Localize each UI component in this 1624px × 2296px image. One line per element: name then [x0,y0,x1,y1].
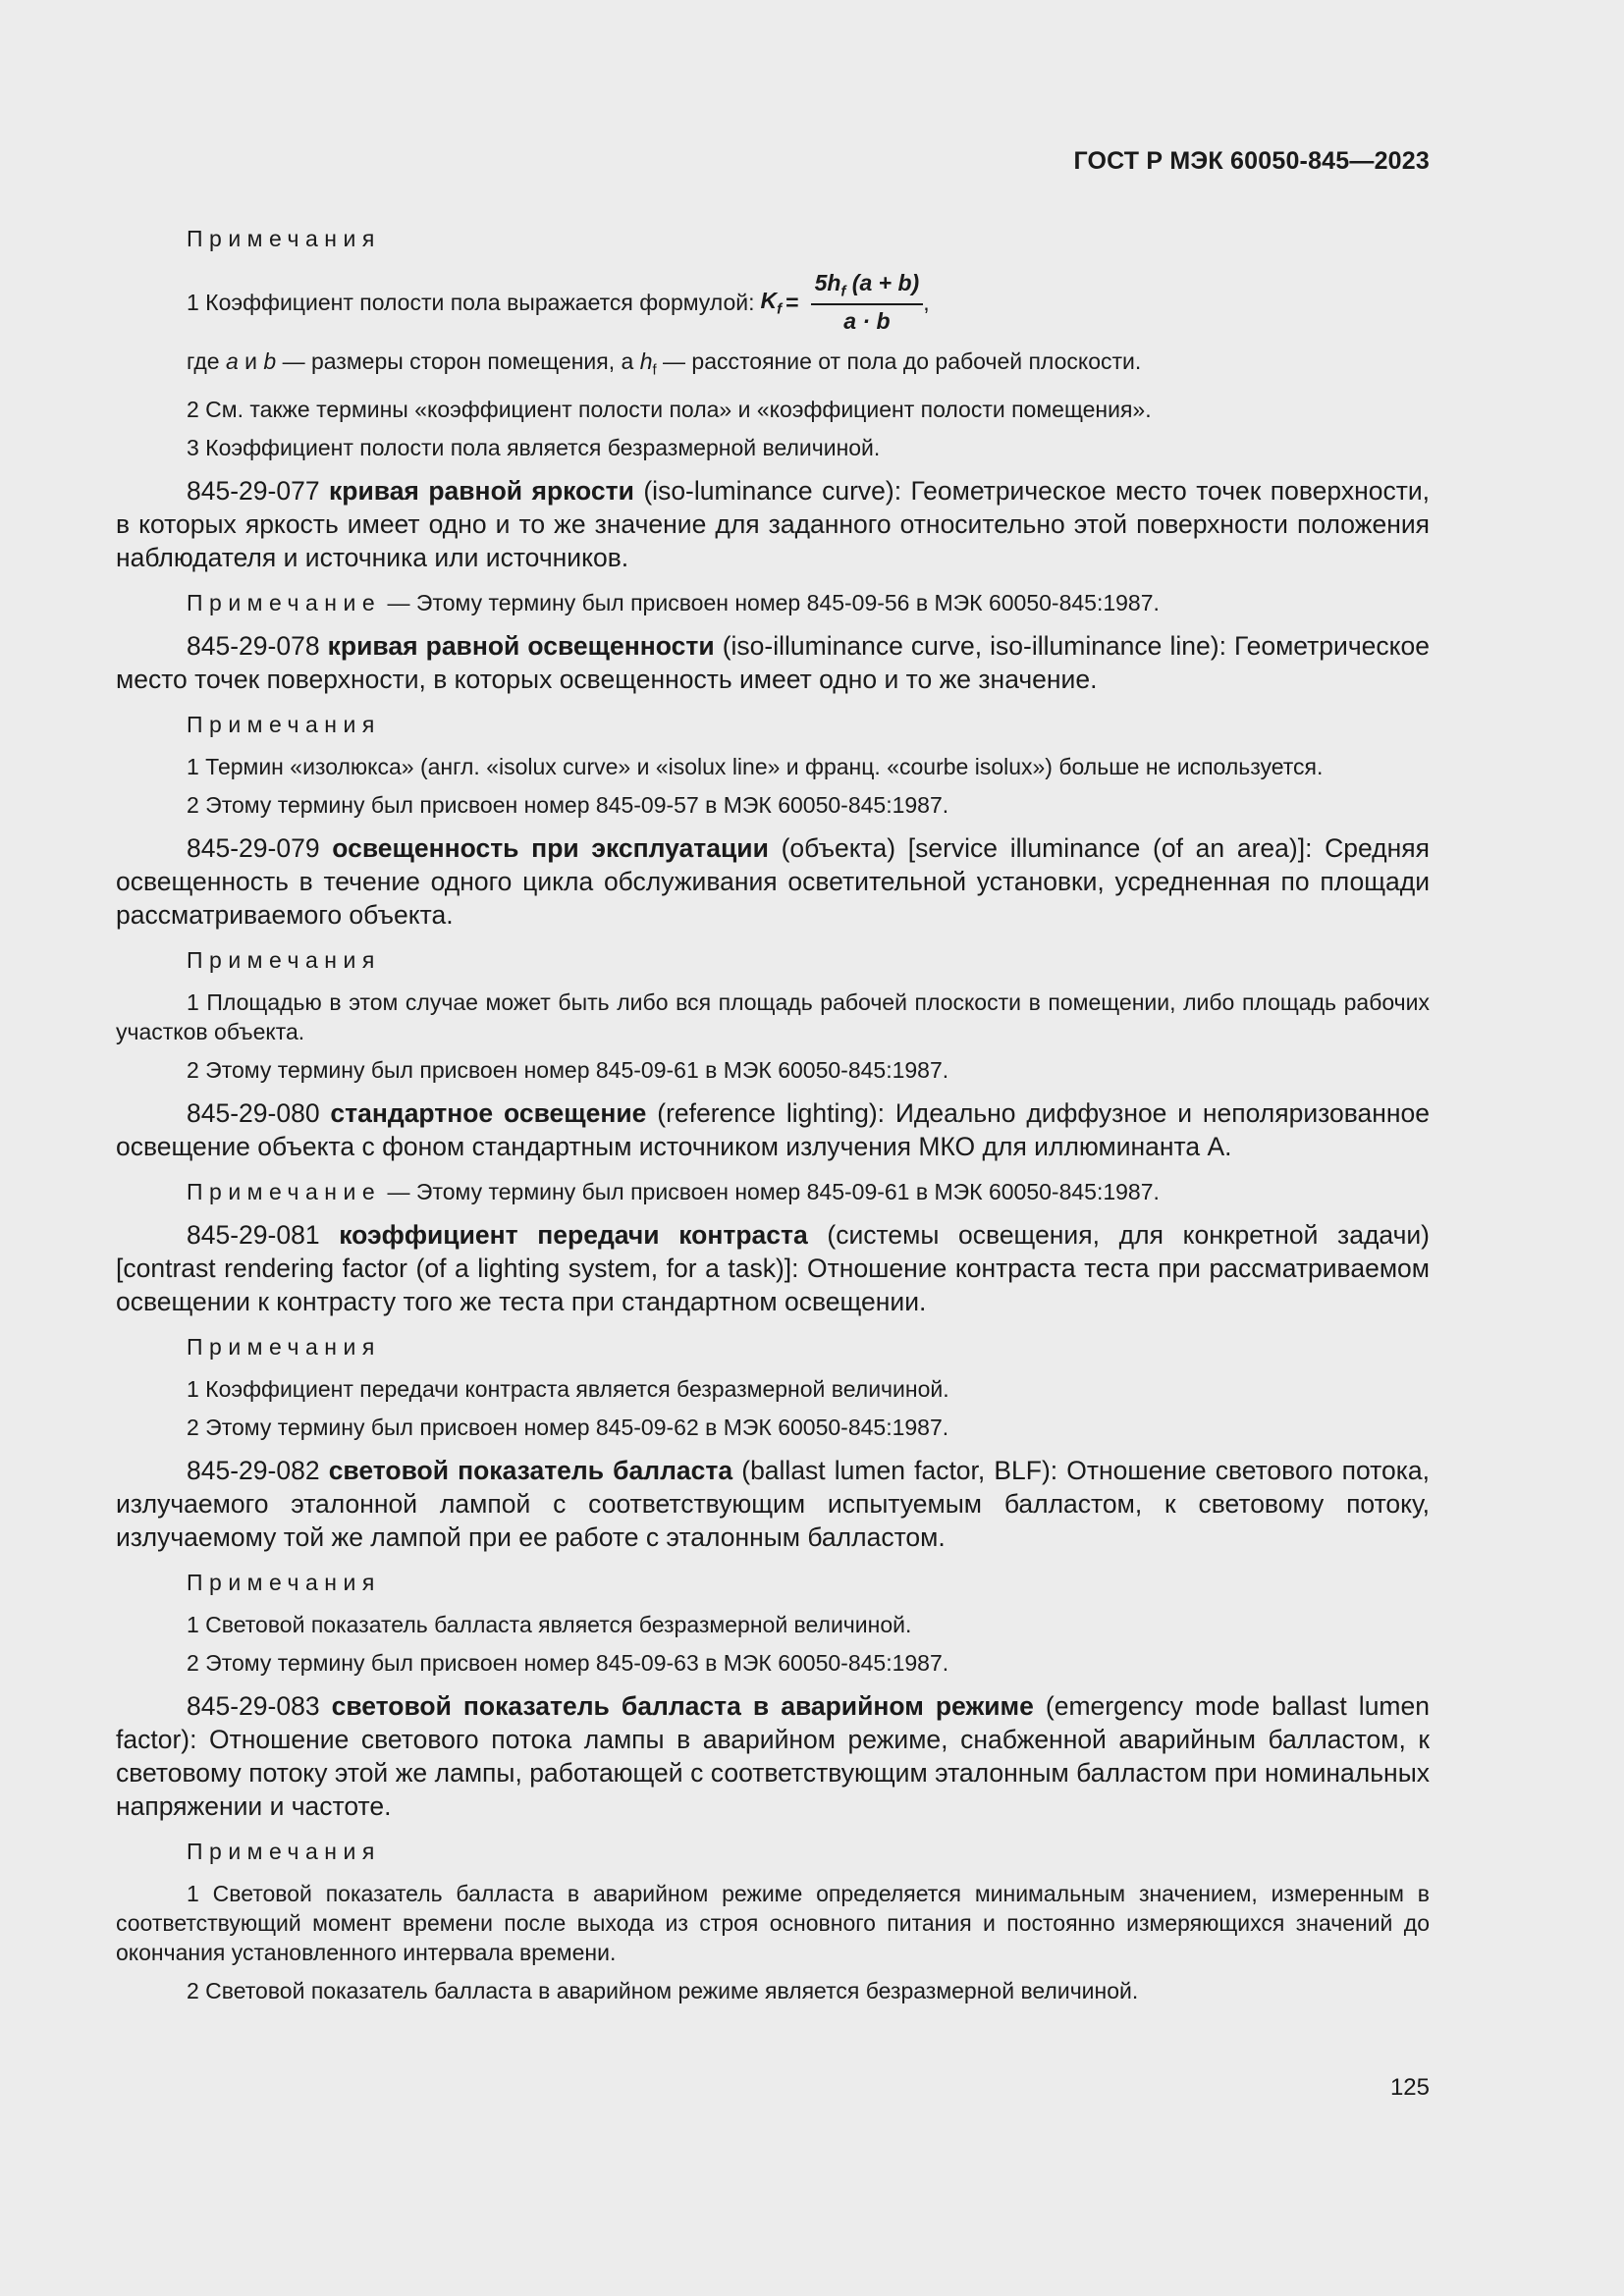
formula-fraction [811,270,924,335]
notes-heading: Примечания [187,226,381,251]
term-entry-077: 845-29-077 кривая равной яркости (iso-luminance curve): Геометрическое место точек поверхности, в которых яркость имеет одно и то же значение для заданного относительно этой поверхности положения наблюдателя и источника или источников. [116,475,1431,572]
notes-heading: Примечания [187,711,381,737]
note-item: 1 Коэффициент передачи контраста является безразмерной величиной. [187,1375,949,1402]
note-item: 2 Этому термину был присвоен номер 845-09-61 в МЭК 60050-845:1987. [187,1056,949,1083]
term-entry-081: 845-29-081 коэффициент передачи контраста (системы освещения, для конкретной задачи) [contrast rendering factor (of a lighting system, for a task)]: Отношение контраста теста при рассматриваемом освещении к контрасту того же теста при стандартном освещении. [116,1219,1430,1316]
note-item: 2 Этому термину был присвоен номер 845-09-62 в МЭК 60050-845:1987. [187,1414,949,1440]
note-item: 3 Коэффициент полости пола является безразмерной величиной. [187,434,881,460]
single-note: Примечание — Этому термину был присвоен номер 845-09-61 в МЭК 60050-845:1987. [187,1178,1160,1204]
formula-note [187,266,1430,339]
note-item: 2 См. также термины «коэффициент полости пола» и «коэффициент полости помещения». [187,396,1152,422]
term-entry-082: 845-29-082 световой показатель балласта (ballast lumen factor, BLF): Отношение светового потока, излучаемого эталонной лампой с соответствующим испытуемым балластом, к световому потоку, излучаемому той же лампой при ее работе с эталонным балластом. [116,1455,1430,1552]
formula-equals: = [785,289,799,315]
term-name: коэффициент передачи контраста [339,1219,808,1250]
term-entry-078: 845-29-078 кривая равной освещенности (iso-illuminance curve, iso-illuminance line): Геометрическое место точек поверхности, в которых освещенность имеет одно и то же значение. [116,630,1430,694]
note-item: 1 Световой показатель балласта является безразмерной величиной. [187,1611,912,1637]
document-header: ГОСТ Р МЭК 60050-845—2023 [1073,147,1430,175]
notes-heading: Примечания [187,946,381,973]
note-item: 1 Термин «изолюкса» (англ. «isolux curve» и «isolux line» и франц. «courbe isolux») больше не используется. [187,753,1324,779]
note-item: 1 Световой показатель балласта в аварийном режиме определяется минимальным значением, измеренным в соответствующий момент времени после выхода из строя основного питания и постоянно измеряющихся значений до окончания установленного интервала времени. [116,1880,1430,1965]
formula-where: где a и b — размеры сторон помещения, а $h_f$ — расстояние от пола до рабочей плоскости. [187,348,1142,379]
formula-lhs: $K_f$ [760,287,783,318]
term-name: световой показатель балласта [328,1455,733,1485]
formula-prefix: 1 Коэффициент полости пола выражается формулой: [187,289,755,315]
formula-denominator: a · b [843,307,891,334]
term-entry-079: 845-29-079 освещенность при эксплуатации (объекта) [service illuminance (of an area)]: Средняя освещенность в течение одного цикла обслуживания осветительной установки, усредненная по площади рассматриваемого объекта. [116,832,1430,930]
formula-suffix: , [923,289,930,315]
note-item: 2 Световой показатель балласта в аварийном режиме является безразмерной величиной. [187,1977,1139,2003]
single-note: Примечание — Этому термину был присвоен номер 845-09-56 в МЭК 60050-845:1987. [187,589,1160,615]
note-item: 2 Этому термину был присвоен номер 845-09-63 в МЭК 60050-845:1987. [187,1649,949,1676]
notes-heading: Примечания [187,1569,381,1595]
term-name: кривая равной яркости [329,475,634,506]
notes-heading: Примечания [187,1333,381,1360]
document-body [116,224,1430,2014]
term-name: освещенность при эксплуатации [332,832,769,863]
term-name: стандартное освещение [330,1097,647,1128]
note-item: 2 Этому термину был присвоен номер 845-09-57 в МЭК 60050-845:1987. [187,791,949,818]
term-entry-083: 845-29-083 световой показатель балласта в аварийном режиме (emergency mode ballast lumen factor): Отношение светового потока лампы в аварийном режиме, снабженной аварийным балластом, к световому потоку этой же лампы, работающей с соответствующим эталонным балластом при номинальных напряжении и частоте. [116,1690,1430,1821]
term-entry-080: 845-29-080 стандартное освещение (reference lighting): Идеально диффузное и неполяризованное освещение объекта с фоном стандартным источником излучения МКО для иллюминанта А. [116,1097,1430,1161]
formula-numerator: $5h_f$ (a + b) [811,270,924,305]
term-name: кривая равной освещенности [327,630,715,661]
term-name: световой показатель балласта в аварийном режиме [331,1690,1034,1721]
page-number: 125 [1389,2074,1430,2101]
notes-heading: Примечания [187,1838,381,1864]
note-item: 1 Площадью в этом случае может быть либо вся площадь рабочей плоскости в помещении, либо площадь рабочих участков объекта. [116,988,1430,1044]
